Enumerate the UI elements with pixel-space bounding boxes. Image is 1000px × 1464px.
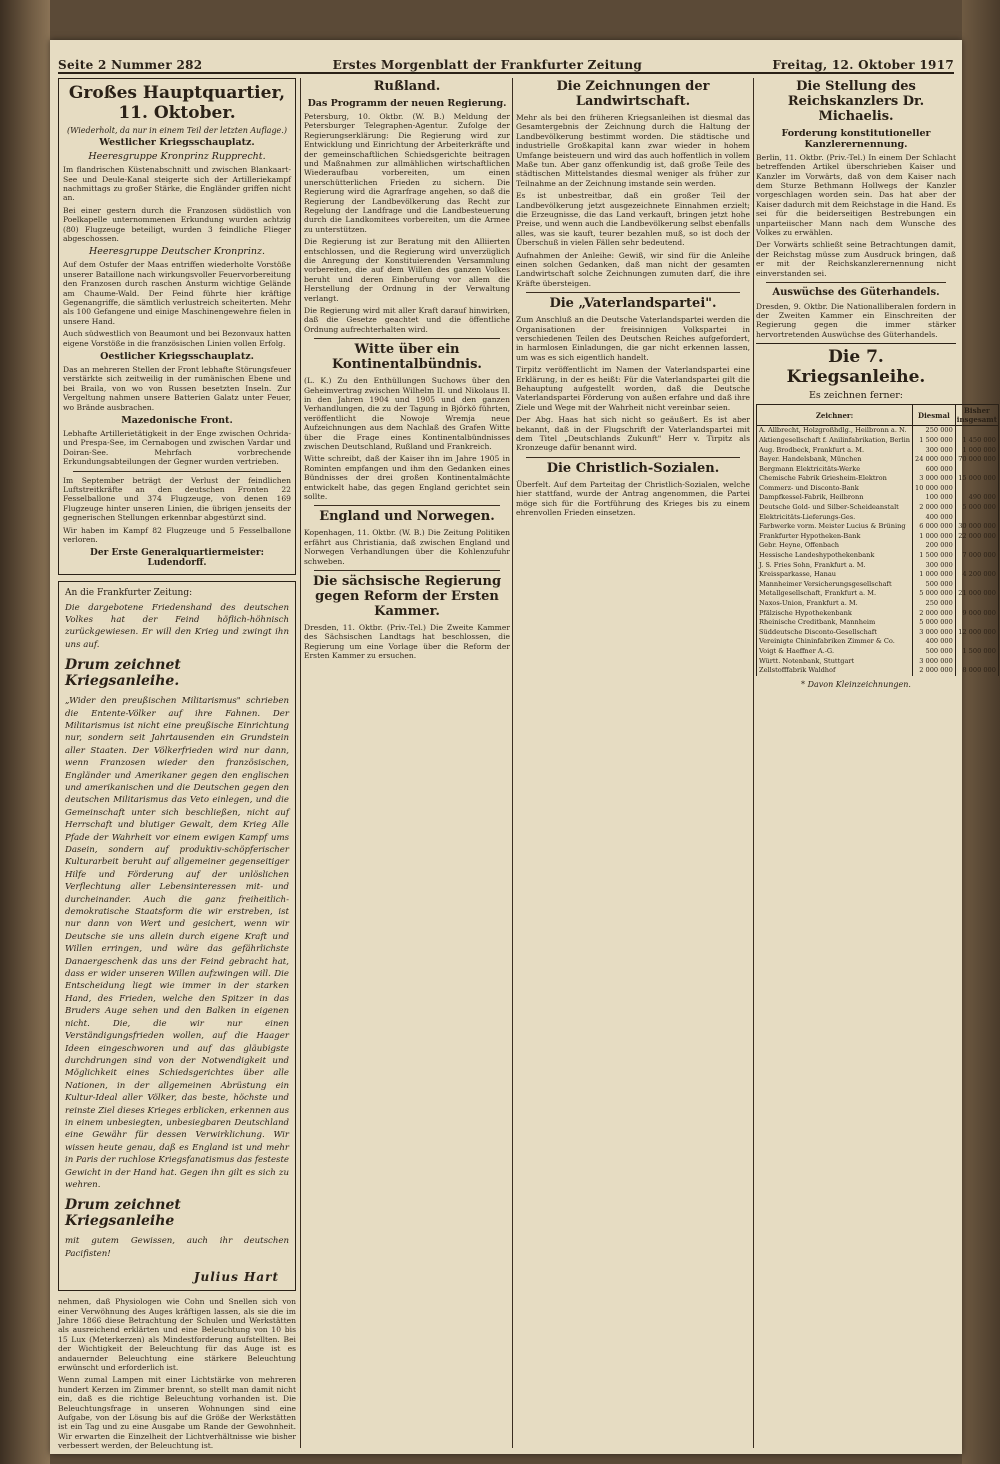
table-row: [757, 541, 999, 551]
cell-subscriber: Frankfurter Hypotheken-Bank: [757, 532, 913, 542]
cell-subscriber: Naxos-Union, Frankfurt a. M.: [757, 599, 913, 609]
cell-total: 12 000 000: [955, 628, 998, 638]
page-edge: [962, 0, 1000, 1464]
table-header-this-time: Diesmal: [913, 405, 956, 426]
cell-subscriber: Mannheimer Versicherungsgesellschaft: [757, 580, 913, 590]
article-paragraph: nehmen, daß Physiologen wie Cohn und Snellen sich von einer Verwöhnung des Auges kräftigen lassen, als sie die im Jahre 1866 diese Betrachtung der Schulen und Werkstätten als ausreichend erklärten und eine Beleuchtung von 10 bis 15 Lux (Meterkerzen) als Mindestforderung aufstellten. Bei der Wichtigkeit der Beleuchtung für das Auge ist es andauernder Beleuchtung eine stärkere Beleuchtung erwünscht und erforderlich ist.: [58, 1297, 296, 1373]
table-row: [757, 666, 999, 676]
report-signature: Der Erste Generalquartiermeister: Ludendorff.: [90, 547, 264, 568]
cell-subscriber: Elektricitäts-Lieferungs-Ges.: [757, 513, 913, 523]
cell-this-time: 300 000: [913, 561, 956, 571]
cell-total: 490 000: [955, 493, 998, 503]
army-report-note: (Wiederholt, da nur in einem Teil der letzten Auflage.): [67, 126, 287, 136]
article-paragraph: Auf dem Ostufer der Maas entriffen wiederholte Vorstöße unserer Bataillone nach wirkungsvoller Feuervorbereitung den Franzosen durch raschen Ansturm wichtige Gelände am Chaume-Wald. Der Feind führte hier kräftige Gegenangriffe, die sämtlich verlustreich scheiterten. Mehr als 100 Gefangene und einige Maschinengewehre fielen in unsere Hand.: [63, 260, 291, 326]
article-title-christian-social: Die Christlich-Sozialen.: [546, 460, 720, 476]
divider: [756, 343, 956, 344]
divider: [526, 292, 740, 293]
cell-total: [955, 657, 998, 667]
army-report-box: [58, 78, 296, 575]
cell-subscriber: Kreissparkasse, Hanau: [757, 570, 913, 580]
cell-this-time: 3 000 000: [913, 474, 956, 484]
article-title-saxony: Die sächsische Regierung gegen Reform der Ersten Kammer.: [312, 574, 502, 619]
army-report-title: Großes Hauptquartier, 11. Oktober.: [68, 83, 286, 123]
cell-total: [955, 618, 998, 628]
column-2: [304, 78, 510, 663]
subscriber-table-body: [757, 426, 999, 676]
article-paragraph: Überfelt. Auf dem Parteitag der Christlich-Sozialen, welche hier stattfand, wurde der Antrag angenommen, die Partei möge sich für die Fortführung des Krieges bis zu einem ehrenvollen Frieden einsetzen.: [516, 479, 750, 517]
table-row: [757, 436, 999, 446]
masthead-paper-name: Erstes Morgenblatt der Frankfurter Zeitung: [332, 58, 643, 72]
article-paragraph: Lebhafte Artillerietätigkeit in der Enge zwischen Ochrida- und Prespa-See, im Cernabogen und zwischen Vardar und Doiran-See. Mehrfach vorbrechende Erkundungsabteilungen der Gegner wurden vertrieben.: [63, 429, 291, 467]
cell-this-time: 400 000: [913, 637, 956, 647]
cell-subscriber: Dampfkessel-Fabrik, Heilbronn: [757, 493, 913, 503]
newspaper-page: [50, 40, 997, 1454]
cell-total: 22 000 000: [955, 532, 998, 542]
cell-total: [955, 561, 998, 571]
article-paragraph: Zum Anschluß an die Deutsche Vaterlandspartei werden die Organisationen der freisinnigen Volkspartei in verschiedenen Teilen des Deutschen Reiches aufgefordert, in harmlosen Einladungen, die gar nicht erkennen lassen, um was es sich eigentlich handelt.: [516, 315, 750, 362]
table-row: [757, 580, 999, 590]
appeal-slogan: Drum zeichnet Kriegsanleihe.: [65, 657, 181, 690]
table-row: [757, 657, 999, 667]
article-paragraph: Das an mehreren Stellen der Front lebhafte Störungsfeuer verstärkte sich zeitweilig in der rumänischen Ebene und bei Braila, von wo von Russen besetzten Inseln. Zur Vergeltung nahmen unsere Batterien Galatz unter Feuer, wo Brände ausbrachen.: [63, 365, 291, 412]
cell-this-time: 24 000 000: [913, 455, 956, 465]
table-row: [757, 426, 999, 436]
appeal-tail: mit gutem Gewissen, auch ihr deutschen Pacifisten!: [65, 1236, 289, 1259]
article-paragraph: Bei einer gestern durch die Franzosen südöstlich von Poelkapelle unternommenen Erkundung wurden achtzig (80) Flugzeuge beteiligt, wurden 3 feindliche Flieger abgeschossen.: [63, 205, 291, 243]
cell-this-time: 10 000 000: [913, 484, 956, 494]
divider: [766, 282, 946, 283]
appeal-lead: Die dargebotene Friedenshand des deutschen Volkes hat der Feind höflich-höhnisch zurückgewiesen. Er will den Krieg und zwingt ihn uns auf.: [65, 602, 289, 650]
book-binding: [0, 0, 50, 1464]
cell-this-time: 100 000: [913, 493, 956, 503]
divider: [314, 505, 500, 506]
cell-total: [955, 541, 998, 551]
cell-this-time: 2 000 000: [913, 503, 956, 513]
cell-this-time: 400 000: [913, 513, 956, 523]
cell-subscriber: Commerz- und Disconto-Bank: [757, 484, 913, 494]
cell-total: 7 000 000: [955, 551, 998, 561]
table-header-total: Bisher insgesamt: [956, 406, 997, 425]
subscriber-table: [756, 404, 999, 675]
cell-subscriber: Chemische Fabrik Griesheim-Elektron: [757, 474, 913, 484]
cell-subscriber: Rheinische Creditbank, Mannheim: [757, 618, 913, 628]
article-paragraph: Witte schreibt, daß der Kaiser ihn im Jahre 1905 in Rominten empfangen und ihm den Gedanken eines Bündnisses der drei großen Kontinentalmächte entwickelt habe, das gegen England gerichtet sein sollte.: [304, 454, 510, 502]
cell-subscriber: Süddeutsche Disconto-Gesellschaft: [757, 628, 913, 638]
divider: [526, 457, 740, 458]
cell-this-time: 2 000 000: [913, 666, 956, 676]
cell-this-time: 3 000 000: [913, 657, 956, 667]
table-row: [757, 513, 999, 523]
cell-this-time: 1 500 000: [913, 436, 956, 446]
cell-subscriber: Farbwerke vorm. Meister Lucius & Brüning: [757, 522, 913, 532]
cell-this-time: 6 000 000: [913, 522, 956, 532]
cell-subscriber: Voigt & Haeffner A.-G.: [757, 647, 913, 657]
section-subheading: Heeresgruppe Deutscher Kronprinz.: [88, 246, 266, 258]
article-paragraph: Es ist unbestreitbar, daß ein großer Teil der Landbevölkerung jetzt ausgezeichnete Einnahmen erzielt; die Erzeugnisse, die das Land verkauft, bringen jetzt hohe Preise, und wenn auch die Landbevölkerung selbst ebenfalls alles, was sie kauft, teurer bezahlen muß, so ist doch der Überschuß in vielen Fällen sehr bedeutend.: [516, 191, 750, 248]
cell-subscriber: Aug. Brodbeck, Frankfurt a. M.: [757, 446, 913, 456]
table-row: [757, 647, 999, 657]
table-row: [757, 446, 999, 456]
war-loan-intro: Es zeichnen ferner:: [809, 390, 903, 402]
table-row: [757, 532, 999, 542]
article-paragraph: Tirpitz veröffentlicht im Namen der Vaterlandspartei eine Erklärung, in der es heißt: Für die Vaterlandspartei gilt die Behauptung aufgestellt worden, daß die Deutsche Vaterlandspartei Förderung von außen erfahre und daß ihre Ziele und Wege mit der Wahrheit nicht vereinbar seien.: [516, 365, 750, 412]
cell-subscriber: Württ. Notenbank, Stuttgart: [757, 657, 913, 667]
table-row: [757, 503, 999, 513]
cell-total: 1 450 000: [955, 436, 998, 446]
masthead: [58, 48, 954, 74]
table-row: [757, 570, 999, 580]
war-bond-appeal-box: [58, 581, 296, 1292]
column-rule: [512, 78, 513, 1448]
divider: [314, 338, 500, 339]
column-rule: [300, 78, 301, 1448]
article-paragraph: Dresden, 9. Oktbr. Die Nationalliberalen fordern in der Zweiten Kammer ein Einschreiten der Regierung gegen die immer stärker hervortretenden Auswüchse des Güterhandels.: [756, 301, 956, 339]
appeal-slogan: Drum zeichnet Kriegsanleihe: [65, 1197, 181, 1230]
section-heading: Westlicher Kriegsschauplatz.: [99, 137, 255, 149]
cell-this-time: 300 000: [913, 446, 956, 456]
cell-total: 5 000 000: [955, 503, 998, 513]
cell-subscriber: J. S. Fries Sohn, Frankfurt a. M.: [757, 561, 913, 571]
cell-this-time: 250 000: [913, 599, 956, 609]
masthead-date: Freitag, 12. Oktober 1917: [772, 58, 954, 72]
divider: [73, 471, 281, 472]
appeal-author: Julius Hart: [193, 1270, 279, 1285]
article-paragraph: Berlin, 11. Oktbr. (Priv.-Tel.) In einem Der Schlacht betreffenden Artikel überschrieben Kaiser und Kanzler im Vorwärts, daß von dem Kaiser nach dem Sturze Bethmann Hollwegs der Kanzler vorgeschlagen worden sein. Das hat aber der Kaiser dadurch mit dem Reichstage in die Hand. Es sei für die beiderseitigen Bestrebungen ein unparteiischer Mann nach dem Wunsche des Volkes zu erwählen.: [756, 152, 956, 238]
cell-this-time: 5 000 000: [913, 589, 956, 599]
table-row: [757, 551, 999, 561]
cell-this-time: 1 000 000: [913, 532, 956, 542]
masthead-page-number: Seite 2 Nummer 282: [58, 58, 203, 72]
column-3: [516, 78, 750, 520]
cell-this-time: 1 000 000: [913, 570, 956, 580]
article-paragraph: Im September beträgt der Verlust der feindlichen Luftstreitkräfte an den deutschen Fronten 22 Fesselballone und 374 Flugzeuge, von denen 169 Flugzeuge hinter unseren Linien, die übrigen jenseits der gegnerischen Stellungen erkennbar abgestürzt sind.: [63, 475, 291, 523]
cell-total: 70 000 000: [955, 455, 998, 465]
article-paragraph: Der Abg. Haas hat sich nicht so geäußert. Es ist aber bekannt, daß in der Flugschrift der Vaterlandspartei mit dem Titel „Deutschlands Zukunft" Herr v. Tirpitz als Kronzeuge dafür benannt wird.: [516, 415, 750, 453]
article-title-vaterlandspartei: Die „Vaterlandspartei".: [549, 296, 717, 312]
cell-total: [955, 484, 998, 494]
article-paragraph: Dresden, 11. Oktbr. (Priv.-Tel.) Die Zweite Kammer des Sächsischen Landtags hat beschlossen, die Regierung um eine Vorlage über die Reform der Ersten Kammer zu ersuchen.: [304, 622, 510, 661]
cell-this-time: 600 000: [913, 465, 956, 475]
cell-subscriber: Gebr. Heyne, Offenbach: [757, 541, 913, 551]
cell-subscriber: Aktiengesellschaft f. Anilinfabrikation, Berlin: [757, 436, 913, 446]
section-heading: Oestlicher Kriegsschauplatz.: [100, 351, 254, 362]
article-subtitle: Das Programm der neuen Regierung.: [307, 97, 507, 109]
table-row: [757, 561, 999, 571]
table-row: [757, 618, 999, 628]
table-row: [757, 609, 999, 619]
cell-total: [955, 465, 998, 475]
cell-subscriber: Bergmann Elektricitäts-Werke: [757, 465, 913, 475]
cell-this-time: 200 000: [913, 541, 956, 551]
article-title-land-trade: Auswüchse des Güterhandels.: [772, 287, 940, 299]
cell-this-time: 1 500 000: [913, 551, 956, 561]
table-header-subscriber: Zeichner:: [757, 405, 913, 426]
cell-this-time: 5 000 000: [913, 618, 956, 628]
table-row: [757, 522, 999, 532]
article-paragraph: Wenn zumal Lampen mit einer Lichtstärke von mehreren hundert Kerzen im Zimmer brennt, so stellt man damit nicht ein, daß es die richtige Beleuchtung vorhanden ist. Die Beleuchtungsfrage in unseren Wohnungen sind eine Aufgabe, von der Lösung bis auf die Größe der Werkstätten ist ein Tag und zu eine Ausgabe um Rande der Gewohnheit. Wir erwarten die Einzelheit der Lichtverhältnisse wie bisher verbessert werden, der Beleuchtung ist.: [58, 1375, 296, 1451]
column-1: [58, 78, 296, 1454]
table-footnote: * Davon Kleinzeichnungen.: [801, 679, 911, 689]
cell-total: 1 000 000: [955, 446, 998, 456]
table-row: [757, 493, 999, 503]
article-paragraph: Kopenhagen, 11. Oktbr. (W. B.) Die Zeitung Politiken erfährt aus Christiania, daß zwischen England und Norwegen Verhandlungen über die Kohlenzufuhr schweben.: [304, 528, 510, 566]
table-row: [757, 465, 999, 475]
divider: [314, 570, 500, 571]
table-row: [757, 474, 999, 484]
article-paragraph: Die Regierung ist zur Beratung mit den Alliierten entschlossen, und die Regierung wird unverzüglich die Anregung der Konstituierenden Versammlung vorbereiten, die auf dem Willen des ganzen Volkes beruht und deren Einberufung vor allem die Herstellung der Ordnung in der Verwaltung verlangt.: [304, 237, 510, 303]
cell-this-time: 3 000 000: [913, 628, 956, 638]
article-title-agriculture: Die Zeichnungen der Landwirtschaft.: [556, 79, 710, 109]
article-paragraph: Mehr als bei den früheren Kriegsanleihen ist diesmal das Gesamtergebnis der Zeichnung durch die Haltung der Landbevölkerung bestimmt worden. Die städtische und industrielle Großkapital kann zwar wieder in hohem Umfange beisteuern und wird das auch hoffentlich in vollem Maße tun. Aber ganz offenkundig ist, daß große Teile des städtischen Mittelstandes diesmal weniger als früher zur Teilnahme an der Zeichnung imstande sein werden.: [516, 112, 750, 188]
cell-this-time: 500 000: [913, 580, 956, 590]
cell-total: 8 000 000: [955, 666, 998, 676]
cell-subscriber: Deutsche Gold- und Silber-Scheideanstalt: [757, 503, 913, 513]
article-paragraph: Petersburg, 10. Oktbr. (W. B.) Meldung der Petersburger Telegraphen-Agentur. Zufolge der Regierungserklärung: Die Regierung wird zur Entwicklung und Einrichtung der Arbeiterkräfte und der gemeinschaftlichen Schiedsgerichte beitragen und Maßnahmen zur allmählichen wirtschaftlichen Wiederaufbau vorbereiten, um einen unerschütterlichen Frieden zu sichern. Die Regierung wird die Agrarfrage angehen, so daß die Regierung der Landbevölkerung das Recht zur Regelung der Landfrage und die Landbesteuerung durch die Landkomitees vorbereiten, um die Armee zu unterstützen.: [304, 111, 510, 234]
article-paragraph: Auch südwestlich von Beaumont und bei Bezonvaux hatten eigene Vorstöße in die französischen Linien vollen Erfolg.: [63, 329, 291, 348]
article-paragraph: Aufnahmen der Anleihe: Gewiß, wir sind für die Anleihe einen solchen Gedanken, daß man nicht der gesamten Landwirtschaft solche Zeichnungen zumuten darf, die ihre Kräfte übersteigen.: [516, 250, 750, 288]
article-subtitle: Forderung konstitutioneller Kanzlerernennung.: [781, 127, 931, 150]
war-loan-title: Die 7. Kriegsanleihe.: [786, 347, 926, 387]
cell-total: [955, 580, 998, 590]
cell-total: 30 000 000: [955, 522, 998, 532]
cell-subscriber: Vereinigte Chininfabriken Zimmer & Co.: [757, 637, 913, 647]
cell-total: [955, 599, 998, 609]
article-paragraph: Wir haben im Kampf 82 Flugzeuge und 5 Fesselballone verloren.: [63, 525, 291, 545]
article-title-russia: Rußland.: [373, 79, 441, 94]
table-row: [757, 455, 999, 465]
article-paragraph: Der Vorwärts schließt seine Betrachtungen damit, der Reichstag müsse zum Ausdruck bringen, daß er mit der Reichskanzlerernennung nicht einverstanden sei.: [756, 240, 956, 278]
cell-this-time: 250 000: [913, 426, 956, 436]
cell-total: 15 000 000: [955, 474, 998, 484]
cell-total: 1 500 000: [955, 647, 998, 657]
cell-subscriber: A. Allbrecht, Holzgroßhdlg., Heilbronn a. N.: [757, 426, 913, 436]
article-paragraph: Die Regierung wird mit aller Kraft darauf hinwirken, daß die Gesetze geachtet und die öffentliche Ordnung aufrechterhalten wird.: [304, 306, 510, 334]
cell-subscriber: Pfälzische Hypothekenbank: [757, 609, 913, 619]
cell-subscriber: Bayer. Handelsbank, München: [757, 455, 913, 465]
article-paragraph: Im flandrischen Küstenabschnitt und zwischen Blankaart-See und Deule-Kanal steigerte sich der Artilleriekampf nachmittags zu großer Stärke, die Engländer griffen nicht an.: [63, 165, 291, 203]
article-title-chancellor: Die Stellung des Reichskanzlers Dr. Michaelis.: [787, 79, 925, 124]
section-heading: Mazedonische Front.: [121, 415, 233, 427]
cell-subscriber: Hessische Landeshypothekenbank: [757, 551, 913, 561]
cell-total: 4 200 000: [955, 570, 998, 580]
cell-this-time: 2 000 000: [913, 609, 956, 619]
cell-subscriber: Metallgesellschaft, Frankfurt a. M.: [757, 589, 913, 599]
cell-total: 21 000 000: [955, 589, 998, 599]
table-row: [757, 589, 999, 599]
cell-total: [955, 637, 998, 647]
cell-subscriber: Zellstofffabrik Waldhof: [757, 666, 913, 676]
column-4: [756, 78, 997, 691]
cell-total: 9 000 000: [955, 609, 998, 619]
table-row: [757, 637, 999, 647]
table-row: [757, 599, 999, 609]
appeal-text: „Wider den preußischen Militarismus" schrieben die Entente-Völker auf ihre Fahnen. Der Militarismus ist nicht eine preußische Einrichtung nur, sondern seit Jahrtausenden ein Grundstein aller Staaten. Der Völkerfrieden wird nur dann, wenn Franzosen wieder den französischen, Engländer und Amerikaner gegen den englischen und amerikanischen und die Deutschen gegen den deutschen Militarismus das Veto einlegen, und die Gemeinschaft unter sich beschließen, nicht auf Herrschaft und blutiger Gewalt, dem Krieg Alle Pfade der Wahrheit vor einem ewigen Kampf ums Dasein, sondern auf produktiv-schöpferischer Kulturarbeit beruht auf allgemeiner gegenseitiger Hilfe und Förderung auf der unlöslichen Verflechtung aller Lebensinteressen mit- und durcheinander. Auch die ganz freiheitlich-demokratische Staatsform die wir erstreben, ist nur dann von Wert und gesichert, wenn wir Deutsche sie uns allein durch eigene Kraft und Willen erringen, und wäre das gefährlichste Danaergeschenk das uns der Feind gebracht hat, dass er wider unseren Willen aufzwingen will. Die Entscheidung liegt wie immer in der starken Hand, des Frieden, welche den Spitzer in das Bruders Auge sehen und den Balken in eigenen nicht. Die, die wir nur einen Verständigungsfrieden wollen, auf die Haager Ideen eingeschworen und auf das gläubigste durchdrungen sind von der Notwendigkeit und Möglichkeit eines Schiedsgerichtes über alle Nationen, in der allgemeinen Abrüstung ein Kultur-Ideal aller Völker, das beste, höchste und reinste Ziel dieses Krieges erblicken, erkennen aus in einem unbesiegten, unbesiegbaren Deutschland eine Gewähr für dessen Verwirklichung. Wir wissen heute genau, daß es England ist und mehr in Paris der ruchlose Kriegsfanatismus das festeste Gewicht in der Hand hat. Gegen ihn gilt es sich zu wehren.: [65, 696, 289, 1190]
appeal-intro: An die Frankfurter Zeitung:: [65, 587, 193, 598]
cell-this-time: 500 000: [913, 647, 956, 657]
table-row: [757, 484, 999, 494]
cell-total: [955, 513, 998, 523]
column-rule: [753, 78, 754, 1448]
article-title-witte: Witte über ein Kontinentalbündnis.: [332, 342, 482, 373]
cell-total: [955, 426, 998, 436]
article-paragraph: (L. K.) Zu den Enthüllungen Suchows über den Geheimvertrag zwischen Wilhelm II. und Nikolaus II. in den Jahren 1904 und 1905 und den ganzen Verhandlungen, die zu der Tagung in Björkö führten, veröffentlicht die Nowoje Wremja neue Aufzeichnungen aus dem Nachlaß des Grafen Witte über die Frage eines Kontinentalbündnisses zwischen Deutschland, Rußland und Frankreich.: [304, 376, 510, 451]
table-row: [757, 628, 999, 638]
article-title-norway: England und Norwegen.: [319, 509, 495, 525]
section-subheading: Heeresgruppe Kronprinz Rupprecht.: [88, 151, 266, 163]
